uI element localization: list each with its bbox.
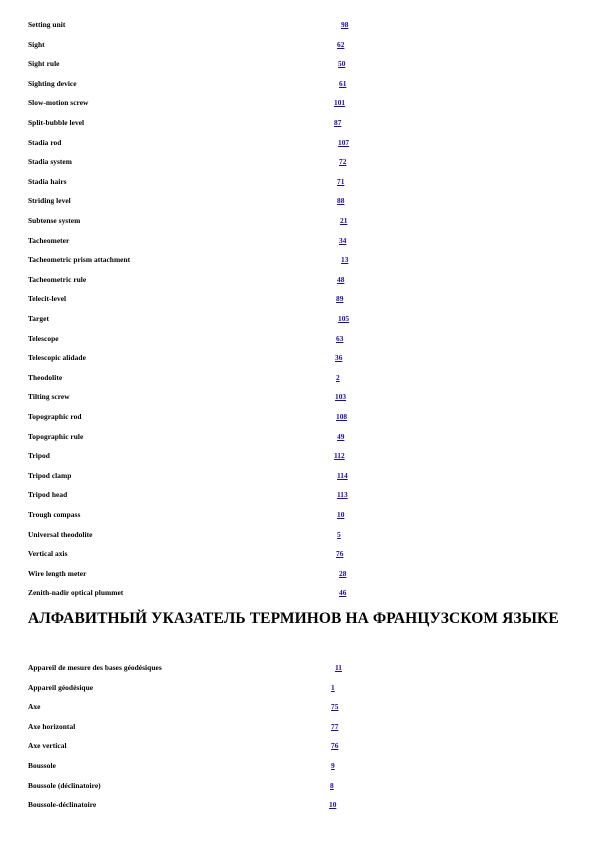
index-entry <box>28 469 568 483</box>
index-term: Appareil géodésique <box>28 682 94 692</box>
index-term: Stadia hairs <box>28 176 67 186</box>
index-entry <box>28 390 568 404</box>
index-term: Theodolite <box>28 372 63 382</box>
index-entry <box>28 567 568 581</box>
index-term: Split-bubble level <box>28 118 85 127</box>
index-term: Boussole-déclinatoire <box>28 800 97 810</box>
index-term: Topographic rule <box>28 431 84 441</box>
index-term: Tacheometric prism attachment <box>28 255 131 265</box>
index-term: Tripod head <box>28 490 68 500</box>
page-number-link[interactable]: 101 <box>334 98 346 108</box>
page-number-link[interactable]: 9 <box>331 761 335 770</box>
index-entry <box>28 720 568 734</box>
index-entry <box>28 234 568 248</box>
index-entry <box>28 351 568 365</box>
page-number-link[interactable]: 107 <box>338 137 350 147</box>
index-term: Axe horizontal <box>28 721 76 731</box>
index-term: Tilting screw <box>28 392 70 402</box>
index-entry <box>28 292 568 306</box>
page-number-link[interactable]: 114 <box>337 470 348 480</box>
index-term: Stadia system <box>28 157 72 167</box>
index-entry <box>28 194 568 208</box>
index-term: Sight rule <box>28 59 60 69</box>
index-entry <box>28 136 568 150</box>
page-number-link[interactable]: 11 <box>335 663 342 672</box>
index-term: Target <box>28 314 49 323</box>
index-term: Universal theodolite <box>28 529 93 539</box>
index-term: Topographic rod <box>28 412 82 421</box>
index-term: Axe <box>28 702 41 712</box>
index-term: Wire length meter <box>28 568 87 578</box>
index-term: Telescopic alidade <box>28 353 86 363</box>
page-number-link[interactable]: 46 <box>339 588 347 598</box>
index-term: Tripod clamp <box>28 470 72 480</box>
index-term: Zenith-nadir optical plummet <box>28 588 124 598</box>
page-number-link[interactable]: 28 <box>339 568 347 578</box>
page-number-link[interactable]: 10 <box>329 800 337 810</box>
index-entry <box>28 371 568 385</box>
page-number-link[interactable]: 36 <box>335 353 343 363</box>
page-number-link[interactable]: 108 <box>336 412 348 421</box>
index-entry <box>28 214 568 228</box>
index-entry <box>28 779 568 793</box>
page-number-link[interactable]: 98 <box>341 20 349 29</box>
page-number-link[interactable]: 87 <box>334 118 342 127</box>
index-entry <box>28 273 568 287</box>
page-number-link[interactable]: 76 <box>331 741 339 751</box>
index-term: Stadia rod <box>28 137 62 147</box>
index-term: Sight <box>28 39 45 49</box>
page-number-link[interactable]: 2 <box>336 372 340 382</box>
index-entry <box>28 38 568 52</box>
page-number-link[interactable]: 63 <box>336 333 344 343</box>
index-entry <box>28 332 568 346</box>
page-number-link[interactable]: 77 <box>331 721 339 731</box>
index-term: Appareil de mesure des bases géodésiques <box>28 663 162 672</box>
index-entry <box>28 681 568 695</box>
page-number-link[interactable]: 50 <box>338 59 346 69</box>
index-term: Sighting device <box>28 78 77 88</box>
page-number-link[interactable]: 72 <box>339 157 347 167</box>
page-number-link[interactable]: 88 <box>337 196 345 206</box>
index-term: Subtense system <box>28 216 81 225</box>
page-number-link[interactable]: 1 <box>331 682 335 692</box>
page-number-link[interactable]: 103 <box>335 392 347 402</box>
index-entry <box>28 759 568 773</box>
index-entry <box>28 700 568 714</box>
index-term: Slow-motion screw <box>28 98 89 108</box>
page-number-link[interactable]: 21 <box>340 216 348 225</box>
page-number-link[interactable]: 10 <box>337 510 345 519</box>
index-entry <box>28 547 568 561</box>
page-number-link[interactable]: 5 <box>337 529 341 539</box>
page-number-link[interactable]: 49 <box>337 431 345 441</box>
page-number-link[interactable]: 34 <box>339 235 347 245</box>
index-entry <box>28 528 568 542</box>
index-entry <box>28 57 568 71</box>
index-term: Tacheometer <box>28 235 70 245</box>
index-entry <box>28 661 568 675</box>
section-heading: АЛФАВИТНЫЙ УКАЗАТЕЛЬ ТЕРМИНОВ НА ФРАНЦУЗСКОМ ЯЗЫКЕ <box>28 610 559 627</box>
index-term: Setting unit <box>28 20 66 29</box>
index-term: Telecit-level <box>28 294 67 304</box>
index-entry <box>28 449 568 463</box>
page-number-link[interactable]: 112 <box>334 451 345 461</box>
index-entry <box>28 253 568 267</box>
index-entry <box>28 430 568 444</box>
index-term: Tripod <box>28 451 50 461</box>
index-term: Tacheometric rule <box>28 274 87 284</box>
index-term: Boussole <box>28 761 56 770</box>
page-number-link[interactable]: 76 <box>336 549 344 559</box>
page-number-link[interactable]: 75 <box>331 702 339 712</box>
index-entry <box>28 312 568 326</box>
page-number-link[interactable]: 62 <box>337 39 345 49</box>
page-number-link[interactable]: 105 <box>338 314 350 323</box>
page-number-link[interactable]: 89 <box>336 294 344 304</box>
index-entry <box>28 508 568 522</box>
index-entry <box>28 96 568 110</box>
page-number-link[interactable]: 8 <box>330 780 334 790</box>
page-number-link[interactable]: 71 <box>337 176 345 186</box>
index-term: Trough compass <box>28 510 81 519</box>
index-entry <box>28 798 568 812</box>
index-term: Telescope <box>28 333 59 343</box>
index-term: Striding level <box>28 196 71 206</box>
index-term: Boussole (déclinatoire) <box>28 780 101 790</box>
index-term: Vertical axis <box>28 549 68 559</box>
index-entry <box>28 18 568 32</box>
page-number-link[interactable]: 61 <box>339 78 347 88</box>
index-entry <box>28 77 568 91</box>
index-entry <box>28 410 568 424</box>
index-entry <box>28 155 568 169</box>
page-number-link[interactable]: 13 <box>341 255 349 265</box>
index-term: Axe vertical <box>28 741 67 751</box>
page-number-link[interactable]: 48 <box>337 274 345 284</box>
index-entry <box>28 739 568 753</box>
index-entry <box>28 116 568 130</box>
index-entry <box>28 488 568 502</box>
index-entry <box>28 175 568 189</box>
page-number-link[interactable]: 113 <box>337 490 348 500</box>
index-entry <box>28 586 568 600</box>
